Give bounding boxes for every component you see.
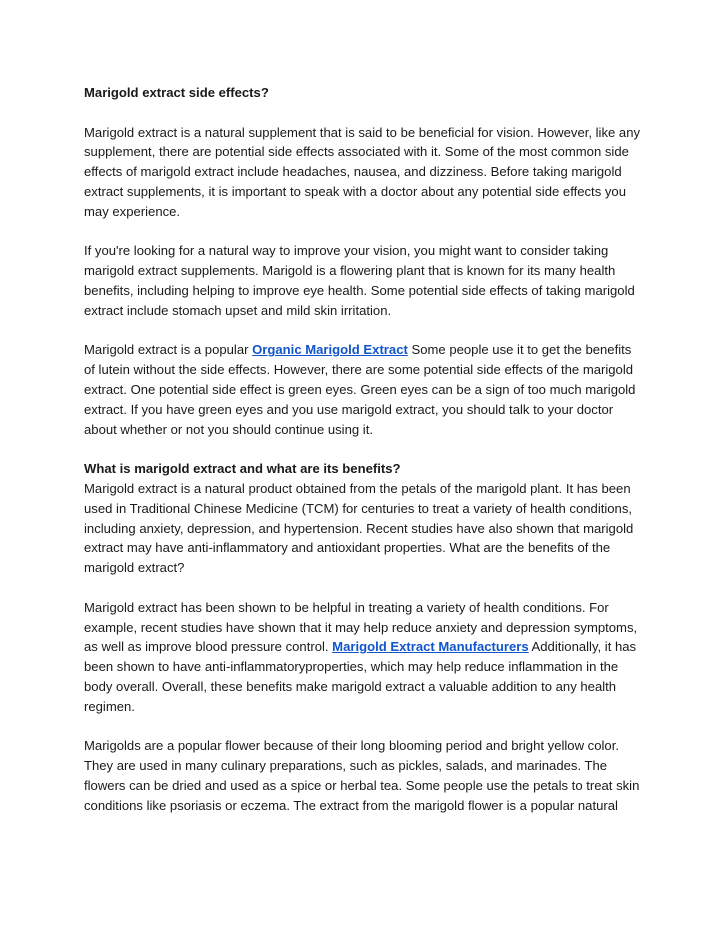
paragraph-3-text-before: Marigold extract is a popular [84, 342, 253, 358]
document-page [84, 83, 644, 835]
paragraph-5-text-before: Marigold extract has been shown to be helpful in treating a variety of health conditions. For example, recent studies have shown that it may help reduce anxiety and depression symptoms, as well as improve blood pressure control. [84, 599, 638, 655]
paragraph-6: Marigolds are a popular flower because of their long blooming period and bright yellow color. They are used in many culinary preparations, such as pickles, salads, and marinades. The flowers can be dried and used as a spice or herbal tea. Some people use the petals to treat skin conditions like psoriasis or eczema. The extract from the marigold flower is a popular natural [84, 738, 640, 813]
paragraph-3 [84, 340, 644, 439]
heading-side-effects: Marigold extract side effects? [84, 85, 269, 100]
paragraph-4: Marigold extract is a natural product obtained from the petals of the marigold plant. It has been used in Traditional Chinese Medicine (TCM) for centuries to treat a variety of health conditions, including anxiety, depression, and hypertension. Recent studies have also shown that marigold extract may have anti-inflammatory and antioxidant properties. What are the benefits of the marigold extract? [84, 480, 634, 576]
paragraph-1: Marigold extract is a natural supplement that is said to be beneficial for vision. However, like any supplement, there are potential side effects associated with it. Some of the most common side effects of marigold extract include headaches, nausea, and dizziness. Before taking marigold extract supplements, it is important to speak with a doctor about any potential side effects you may experience. [84, 124, 641, 219]
heading-what-is-marigold: What is marigold extract and what are its benefits? [84, 461, 401, 477]
spacer [84, 103, 644, 123]
marigold-extract-manufacturers-link[interactable]: Marigold Extract Manufacturers [332, 639, 529, 655]
organic-marigold-extract-link[interactable]: Organic Marigold Extract [252, 342, 408, 358]
paragraph-3-text-after: Some people use it to get the benefits of lutein without the side effects. However, there are some potential side effects of the marigold extract. One potential side effect is green eyes. Green eyes can be a sign of too much marigold extract. If you have green eyes and you use marigold extract, you should talk to your doctor about whether or not you should continue using it. [84, 342, 636, 437]
paragraph-5-text-after: Additionally, it has been shown to have anti-inflammatoryproperties, which may help reduce inflammation in the body overall. Overall, these benefits make marigold extract a valuable addition to any health regimen. [84, 639, 637, 714]
paragraph-2: If you're looking for a natural way to improve your vision, you might want to consider taking marigold extract supplements. Marigold is a flowering plant that is known for its many health benefits, including helping to improve eye health. Some potential side effects of taking marigold extract include stomach upset and mild skin irritation. [84, 243, 635, 318]
paragraph-5 [84, 598, 644, 717]
